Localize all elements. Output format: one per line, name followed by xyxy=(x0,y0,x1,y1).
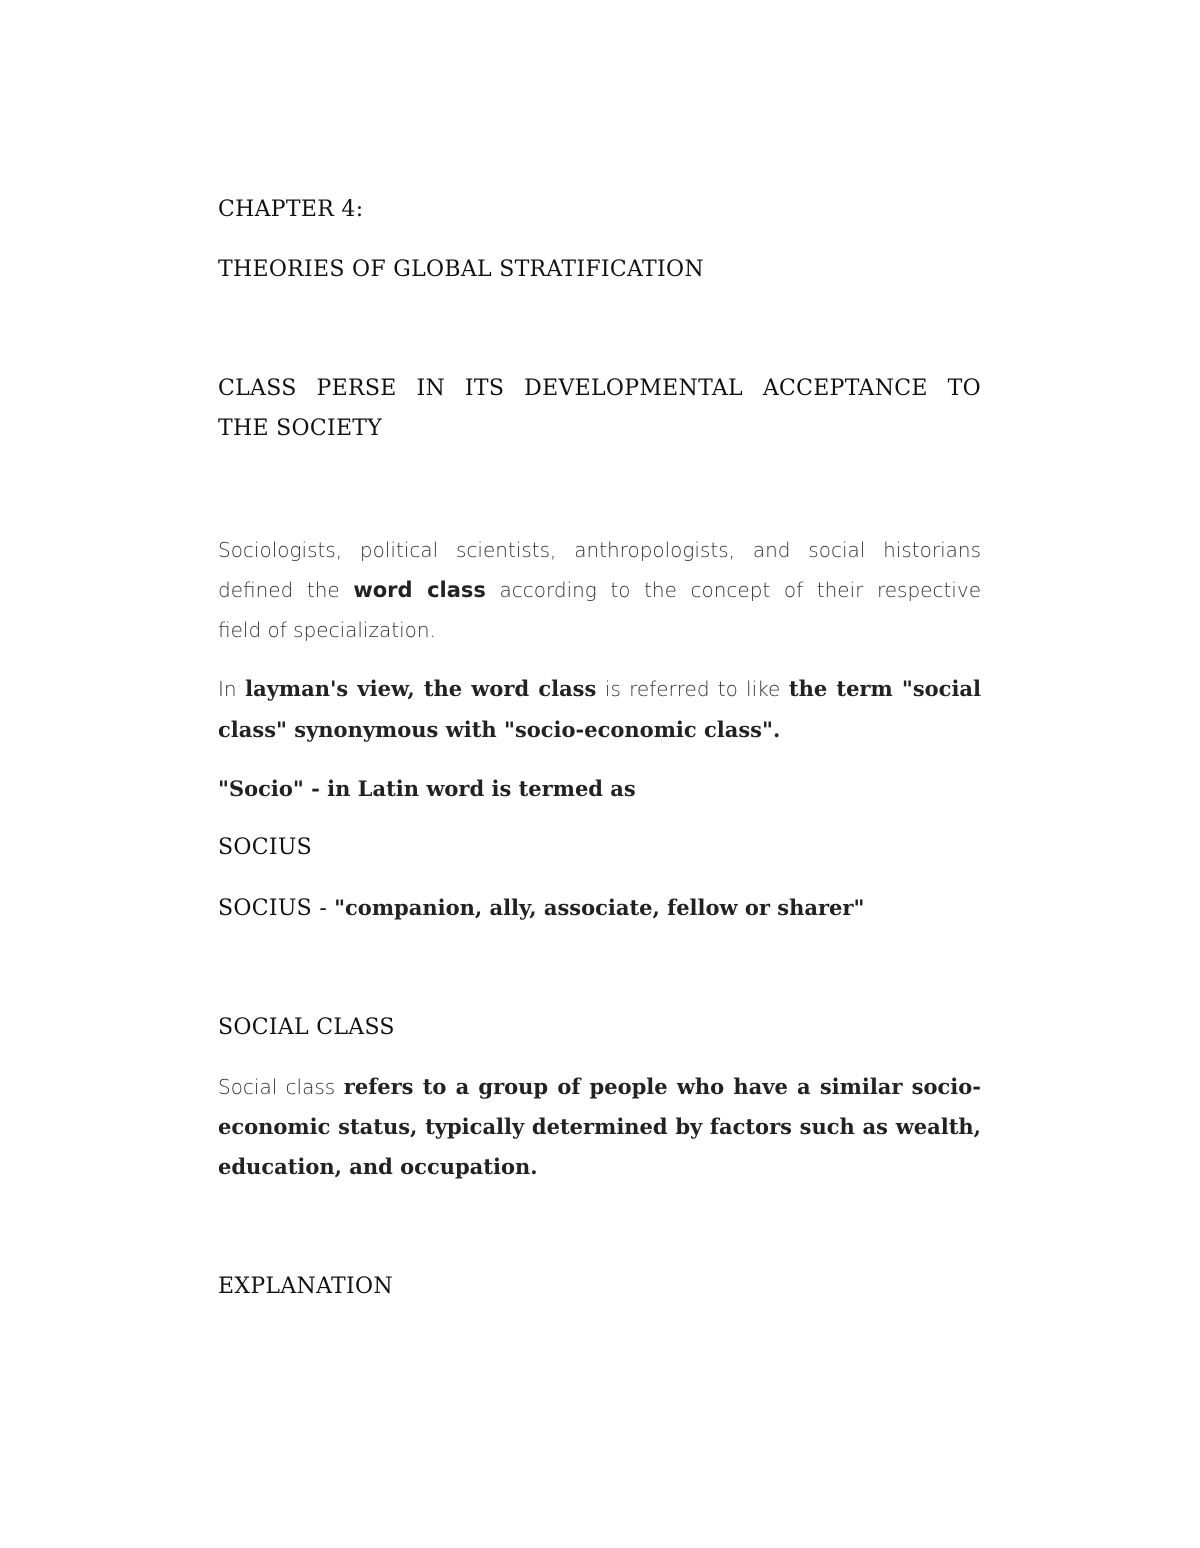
section-heading-line-2: THE SOCIETY xyxy=(218,416,383,441)
paragraph-1-line-2 xyxy=(218,577,981,603)
document-page xyxy=(218,0,981,1548)
paragraph-1-line-3: field of specialization. xyxy=(218,618,436,642)
paragraph-1-text-a: defined the xyxy=(218,578,340,602)
paragraph-4-bold-1: refers to a group of people who have a similar socio- xyxy=(343,1074,981,1099)
section-heading-line-1: CLASS PERSE IN ITS DEVELOPMENTAL ACCEPTANCE TO xyxy=(218,376,981,401)
paragraph-4-line-1 xyxy=(218,1074,981,1100)
paragraph-2-text-b: is referred to like xyxy=(604,677,781,701)
paragraph-1-line-1: Sociologists, political scientists, anthropologists, and social historians xyxy=(218,538,981,562)
socius-definition-term: SOCIUS - xyxy=(218,896,328,921)
paragraph-1-bold-term: word class xyxy=(353,578,486,602)
chapter-title: THEORIES OF GLOBAL STRATIFICATION xyxy=(218,257,704,282)
paragraph-2-text-a: In xyxy=(218,677,237,701)
paragraph-1-text-b: according to the concept of their respective xyxy=(499,578,982,602)
paragraph-4-line-2: economic status, typically determined by factors such as wealth, xyxy=(218,1114,981,1139)
chapter-label: CHAPTER 4: xyxy=(218,197,364,222)
socius-definition-text: "companion, ally, associate, fellow or sharer" xyxy=(334,895,865,920)
socius-word: SOCIUS xyxy=(218,835,313,860)
social-class-heading: SOCIAL CLASS xyxy=(218,1015,395,1040)
paragraph-2-bold-1: layman's view, the word class xyxy=(245,676,597,701)
explanation-heading: EXPLANATION xyxy=(218,1274,393,1299)
paragraph-2-line-2: class" synonymous with "socio-economic class". xyxy=(218,717,781,742)
paragraph-2-line-1 xyxy=(218,676,981,702)
socius-definition xyxy=(218,895,864,922)
paragraph-4-text-a: Social class xyxy=(218,1075,336,1099)
paragraph-2-bold-2: the term "social xyxy=(788,676,982,701)
paragraph-4-line-3: education, and occupation. xyxy=(218,1154,538,1179)
paragraph-3: "Socio" - in Latin word is termed as xyxy=(218,776,636,801)
